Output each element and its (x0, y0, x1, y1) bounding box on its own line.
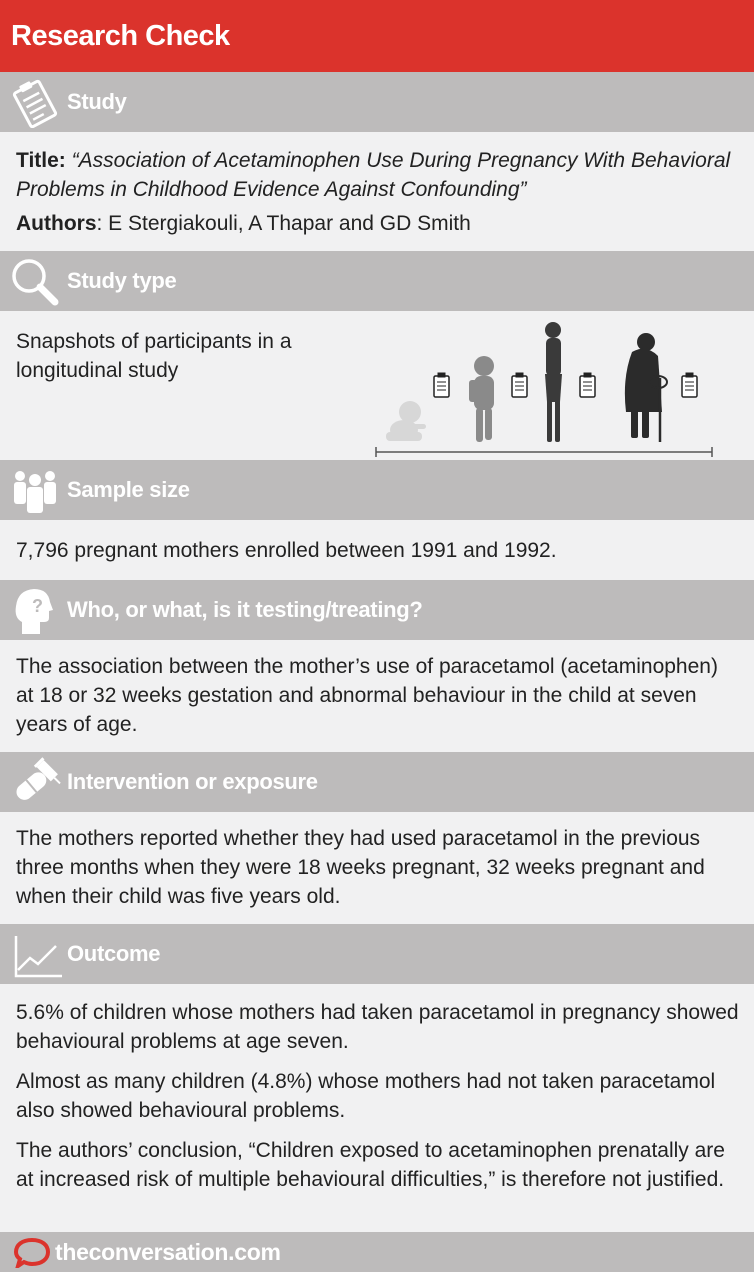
clipboard-marker-2 (512, 373, 527, 397)
section-header-study-type (0, 251, 754, 311)
study-authors: : E Stergiakouli, A Thapar and GD Smith (96, 212, 471, 235)
section-label: Sample size (67, 477, 190, 502)
study-title-line (16, 146, 740, 204)
footer-bar (0, 1232, 754, 1272)
section-label: Study (67, 89, 127, 114)
intervention-body (16, 824, 740, 911)
child-figure (469, 356, 494, 442)
line-chart-icon (8, 928, 62, 980)
pill-syringe-icon (8, 756, 62, 808)
study-title: “Association of Acetaminophen Use During Pregnancy With Behavioral Problems in Childhood Evidence Against Confounding” (16, 149, 731, 201)
title-label: Title: (16, 149, 66, 172)
section-label: Outcome (67, 941, 161, 966)
page-title: Research Check (11, 20, 230, 52)
study-authors-line (16, 209, 740, 238)
clipboard-icon (8, 76, 62, 128)
clipboard-marker-3 (580, 373, 595, 397)
outcome-body (16, 998, 740, 1194)
sample-size-body (16, 536, 740, 565)
section-header-intervention (0, 752, 754, 812)
clipboard-marker-1 (434, 373, 449, 397)
svg-text:?: ? (32, 596, 43, 616)
section-label: Study type (67, 268, 177, 293)
study-type-text: Snapshots of participants in a longitudinal study (16, 330, 292, 382)
magnifier-icon (8, 255, 62, 307)
authors-label: Authors (16, 212, 97, 235)
section-header-sample-size (0, 460, 754, 520)
section-label: Intervention or exposure (67, 769, 318, 794)
testing-body (16, 652, 740, 739)
outcome-paragraph-3: The authors’ conclusion, “Children exposed to acetaminophen prenatally are at increased risk of multiple behavioural difficulties,” is therefore not justified. (16, 1139, 725, 1191)
testing-text: The association between the mother’s use of paracetamol (acetaminophen) at 18 or 32 weeks gestation and abnormal behaviour in the child at seven years of age. (16, 655, 718, 736)
title-bar (0, 0, 754, 72)
woman-figure (545, 322, 562, 442)
head-question-icon (8, 584, 62, 636)
people-icon (8, 464, 62, 516)
section-header-testing (0, 580, 754, 640)
outcome-paragraph-1: 5.6% of children whose mothers had taken paracetamol in pregnancy showed behavioural problems at age seven. (16, 1001, 739, 1053)
sample-size-text: 7,796 pregnant mothers enrolled between 1991 and 1992. (16, 539, 557, 562)
elderly-figure (625, 333, 667, 442)
intervention-text: The mothers reported whether they had used paracetamol in the previous three months when they were 18 weeks pregnant, 32 weeks pregnant and when their child was five years old. (16, 827, 705, 908)
section-header-study (0, 72, 754, 132)
section-header-outcome (0, 924, 754, 984)
section-label: Who, or what, is it testing/treating? (67, 597, 423, 622)
longitudinal-illustration (370, 318, 720, 460)
study-type-body (16, 327, 346, 385)
speech-bubble-logo-icon (14, 1236, 50, 1268)
outcome-paragraph-2: Almost as many children (4.8%) whose mothers had not taken paracetamol also showed behavioural problems. (16, 1070, 716, 1122)
clipboard-marker-4 (682, 373, 697, 397)
study-body (16, 146, 740, 238)
footer-brand[interactable]: theconversation.com (55, 1239, 281, 1265)
baby-figure (386, 401, 426, 441)
